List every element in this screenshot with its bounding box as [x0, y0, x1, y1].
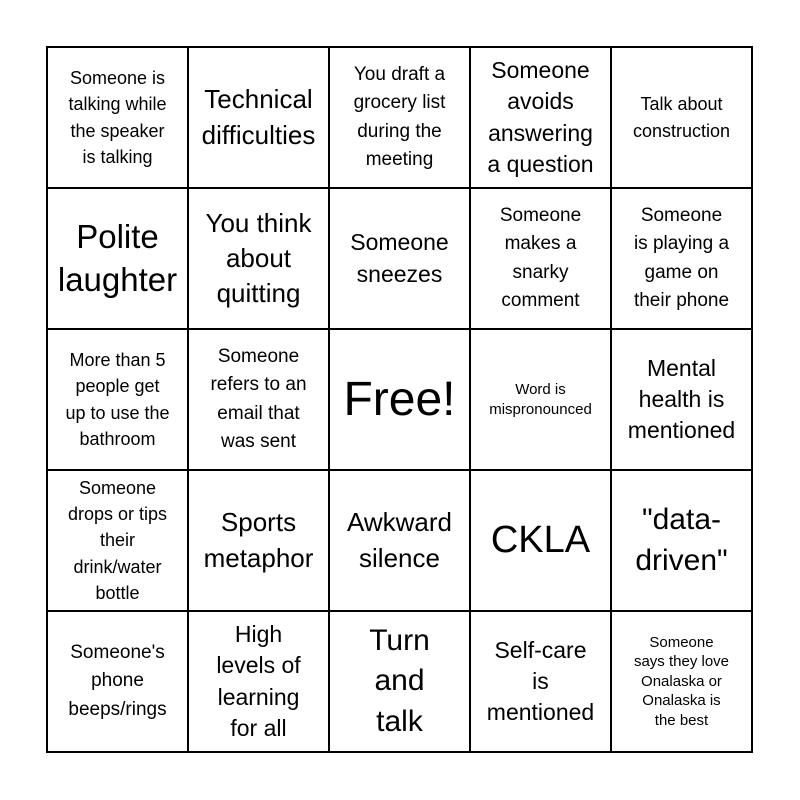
- cell-text: High levels of learning for all: [216, 621, 301, 741]
- cell-text: Someone drops or tips their drink/water bottle: [67, 478, 168, 603]
- cell-text: Someone says they love Onalaska or Onalaska is the best: [633, 633, 730, 729]
- bingo-cell[interactable]: [611, 188, 752, 329]
- cell-text: Someone's phone beeps/rings: [68, 641, 167, 720]
- cell-text: Someone makes a snarky comment: [499, 204, 582, 311]
- free-space-cell[interactable]: [329, 329, 470, 470]
- bingo-cell[interactable]: [329, 188, 470, 329]
- bingo-cell[interactable]: [611, 611, 752, 752]
- cell-text: Someone sneezes: [350, 229, 449, 287]
- bingo-cell[interactable]: [188, 329, 329, 470]
- bingo-cell[interactable]: [470, 188, 611, 329]
- bingo-cell[interactable]: [329, 470, 470, 611]
- bingo-cell[interactable]: [611, 329, 752, 470]
- bingo-cell[interactable]: [47, 329, 188, 470]
- bingo-cell[interactable]: [470, 611, 611, 752]
- bingo-cell[interactable]: [329, 611, 470, 752]
- cell-text: Word is mispronounced: [489, 381, 592, 418]
- bingo-cell[interactable]: [47, 188, 188, 329]
- cell-text: Technical difficulties: [201, 84, 316, 150]
- cell-text: Someone is talking while the speaker is talking: [68, 68, 167, 167]
- bingo-cell[interactable]: [329, 47, 470, 188]
- cell-text: Someone is playing a game on their phone: [633, 204, 730, 311]
- bingo-cell[interactable]: [188, 188, 329, 329]
- bingo-cell[interactable]: [470, 329, 611, 470]
- cell-text: Talk about construction: [632, 94, 731, 141]
- cell-text: CKLA: [490, 518, 591, 561]
- cell-text: Sports metaphor: [203, 507, 314, 573]
- cell-text: Turn and talk: [369, 623, 430, 738]
- bingo-board: [46, 46, 753, 753]
- cell-text: Someone avoids answering a question: [487, 57, 594, 177]
- cell-text: More than 5 people get up to use the bathroom: [65, 350, 170, 449]
- bingo-cell[interactable]: [47, 47, 188, 188]
- bingo-cell[interactable]: [611, 470, 752, 611]
- cell-text: Self-care is mentioned: [486, 636, 595, 726]
- bingo-cell[interactable]: [188, 470, 329, 611]
- cell-text: "data- driven": [635, 503, 728, 577]
- bingo-cell[interactable]: [47, 470, 188, 611]
- bingo-cell[interactable]: [47, 611, 188, 752]
- bingo-cell[interactable]: [188, 611, 329, 752]
- cell-text: Someone refers to an email that was sent: [210, 345, 307, 452]
- bingo-cell[interactable]: [188, 47, 329, 188]
- bingo-cell[interactable]: [470, 470, 611, 611]
- cell-text: You draft a grocery list during the meeting: [353, 63, 446, 170]
- cell-text: Awkward silence: [346, 507, 452, 573]
- bingo-cell[interactable]: [470, 47, 611, 188]
- free-space-text: Free!: [343, 372, 456, 426]
- bingo-cell[interactable]: [611, 47, 752, 188]
- cell-text: Polite laughter: [57, 217, 178, 298]
- cell-text: Mental health is mentioned: [627, 354, 736, 444]
- cell-text: You think about quitting: [205, 207, 312, 309]
